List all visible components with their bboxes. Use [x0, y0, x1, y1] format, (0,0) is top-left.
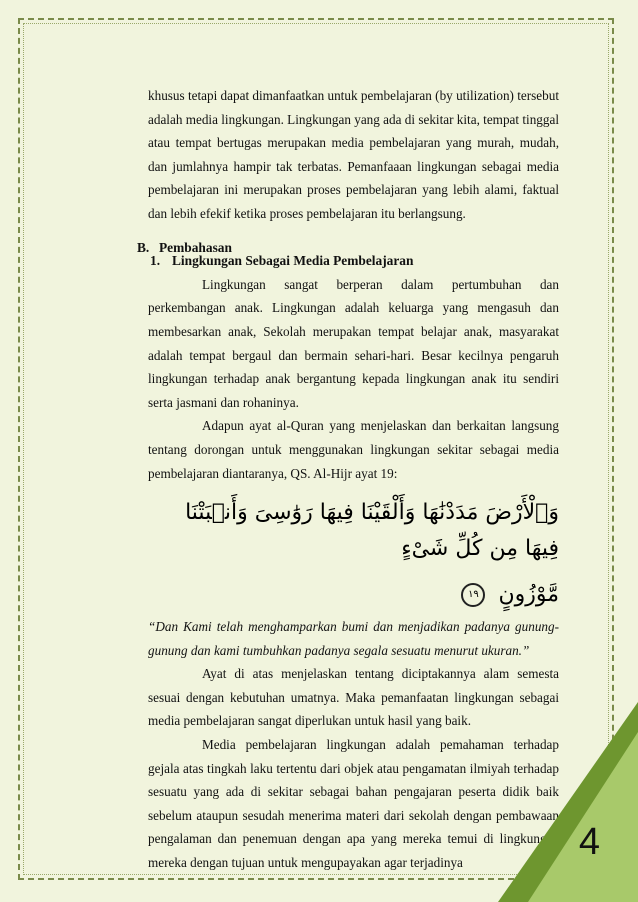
verse-translation: “Dan Kami telah menghamparkan bumi dan menjadikan padanya gunung-gunung dan kami tumbuhkan padanya segala sesuatu menurut ukuran.” [148, 619, 559, 658]
paragraph-1: Lingkungan sangat berperan dalam pertumbuhan dan perkembangan anak. Lingkungan adalah keluarga yang mengasuh dan membesarkan anak, Sekolah merupakan tempat belajar anak, masyarakat adalah tempat bergaul dan bermain sehari-hari. Besar kecilnya pengaruh lingkungan terhadap anak bergantung kepada lingkungan anak itu sendiri serta jasmani dan rohaninya. [148, 276, 559, 410]
subsection-1-title: Lingkungan Sebagai Media Pembelajaran [172, 253, 414, 269]
arabic-verse-line2 [148, 577, 559, 613]
arabic-verse-line1: وَٱلْأَرْضَ مَدَدْنَٰهَا وَأَلْقَيْنَا فِيهَا رَوَٰسِىَ وَأَنۢبَتْنَا فِيهَا مِن كُلِّ شَىْءٍ [185, 500, 559, 562]
corner-decoration-light [528, 732, 638, 902]
paragraph-3: Ayat di atas menjelaskan tentang diciptakannya alam semesta sesuai dengan kebutuhan umatnya. Maka pemanfaatan lingkungan sebagai media pembelajaran sangat diperlukan untuk hasil yang baik. [148, 666, 559, 729]
subsection-1-label: 1. [150, 253, 161, 269]
ayah-number-badge: ١٩ [461, 583, 485, 607]
section-b-label: B. [137, 240, 150, 255]
paragraph-4: Media pembelajaran lingkungan adalah pemahaman terhadap gejala atas tingkah laku tertentu dari objek atau pengamatan ilmiyah terhadap sesuatu yang ada di sekitar sebagai bahan pengajaran peserta didik baik sebelum ataupun sesudah menerima materi dari sekolah dengan pembawaan pengalaman dan penemuan dengan apa yang mereka temui di lingkungan mereka dengan tujuan untuk mengupayakan agar terjadinya [148, 737, 559, 871]
arabic-verse-line2-text: مَّوْزُونٍ [498, 582, 559, 608]
page-number: 4 [578, 821, 600, 863]
section-b-title: Pembahasan [159, 240, 232, 255]
section-b-heading [137, 240, 232, 256]
paragraph-intro: khusus tetapi dapat dimanfaatkan untuk pembelajaran (by utilization) tersebut adalah media lingkungan. Lingkungan yang ada di sekitar kita, tempat tinggal atau tempat bertugas merupakan media pembelajaran yang murah, mudah, dan jumlahnya hampir tak terbatas. Pemanfaaan lingkungan sebagai media pembelajaran ini merupakan proses pembelajaran yang lebih alami, faktual dan lebih efekif ketika proses pembelajaran itu berlangsung. [148, 88, 559, 221]
paragraph-2: Adapun ayat al-Quran yang menjelaskan dan berkaitan langsung tentang dorongan untuk menggunakan lingkungan sekitar sebagai media pembelajaran diantaranya, QS. Al-Hijr ayat 19: [148, 418, 559, 481]
